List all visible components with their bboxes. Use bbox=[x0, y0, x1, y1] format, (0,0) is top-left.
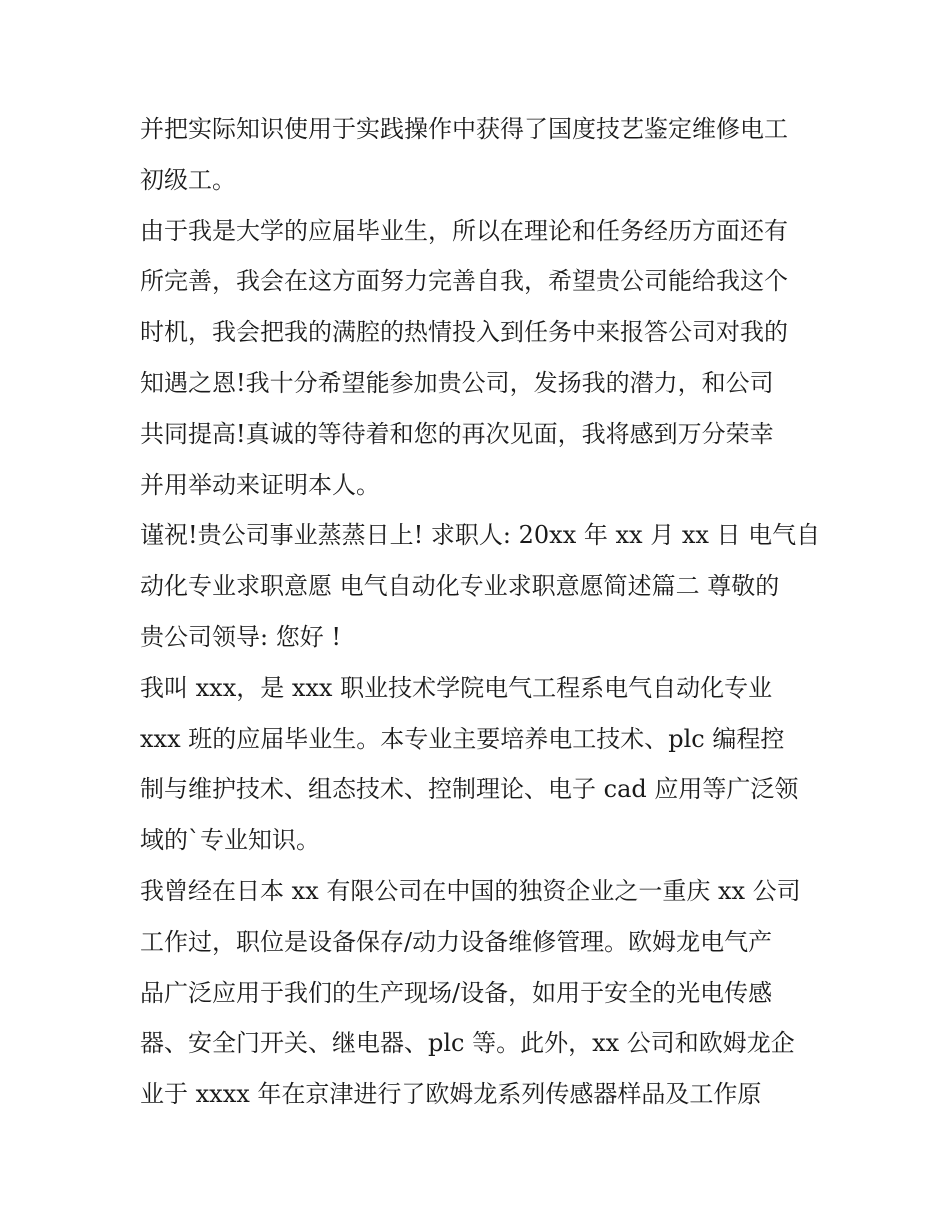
text-line: 谨祝!贵公司事业蒸蒸日上! 求职人: 20xx 年 xx 月 xx 日 电气自 bbox=[140, 521, 821, 550]
document-body bbox=[140, 104, 820, 1120]
text-line: 所完善，我会在这方面努力完善自我，希望贵公司能给我这个 bbox=[140, 267, 788, 296]
text-line: 并用举动来证明本人。 bbox=[140, 470, 380, 499]
text-line: 初级工。 bbox=[140, 165, 236, 194]
text-line: 我叫 xxx，是 xxx 职业技术学院电气工程系电气自动化专业 bbox=[140, 673, 773, 702]
text-line: 共同提高!真诚的等待着和您的再次见面，我将感到万分荣幸 bbox=[140, 419, 774, 448]
text-line: 由于我是大学的应届毕业生，所以在理论和任务经历方面还有 bbox=[140, 216, 788, 245]
text-line: 器、安全门开关、继电器、plc 等。此外，xx 公司和欧姆龙企 bbox=[140, 1029, 795, 1058]
text-line: 并把实际知识使用于实践操作中获得了国度技艺鉴定维修电工 bbox=[140, 115, 788, 143]
text-line: 工作过，职位是设备保存/动力设备维修管理。欧姆龙电气产 bbox=[140, 927, 773, 956]
text-line: 我曾经在日本 xx 有限公司在中国的独资企业之一重庆 xx 公司 bbox=[140, 876, 801, 905]
text-line: 业于 xxxx 年在京津进行了欧姆龙系列传感器样品及工作原 bbox=[140, 1080, 762, 1109]
text-line: 知遇之恩!我十分希望能参加贵公司，发扬我的潜力，和公司 bbox=[140, 368, 774, 397]
text-line: 品广泛应用于我们的生产现场/设备，如用于安全的光电传感 bbox=[140, 978, 773, 1007]
text-line: 动化专业求职意愿 电气自动化专业求职意愿简述篇二 尊敬的 bbox=[140, 572, 780, 601]
text-line: xxx 班的应届毕业生。本专业主要培养电工技术、plc 编程控 bbox=[140, 724, 785, 753]
text-line: 贵公司领导: 您好 ! bbox=[140, 622, 341, 651]
text-line: 时机，我会把我的满腔的热情投入到任务中来报答公司对我的 bbox=[140, 318, 788, 347]
text-line: 制与维护技术、组态技术、控制理论、电子 cad 应用等广泛领 bbox=[140, 775, 799, 804]
text-line: 域的`专业知识。 bbox=[140, 826, 320, 855]
